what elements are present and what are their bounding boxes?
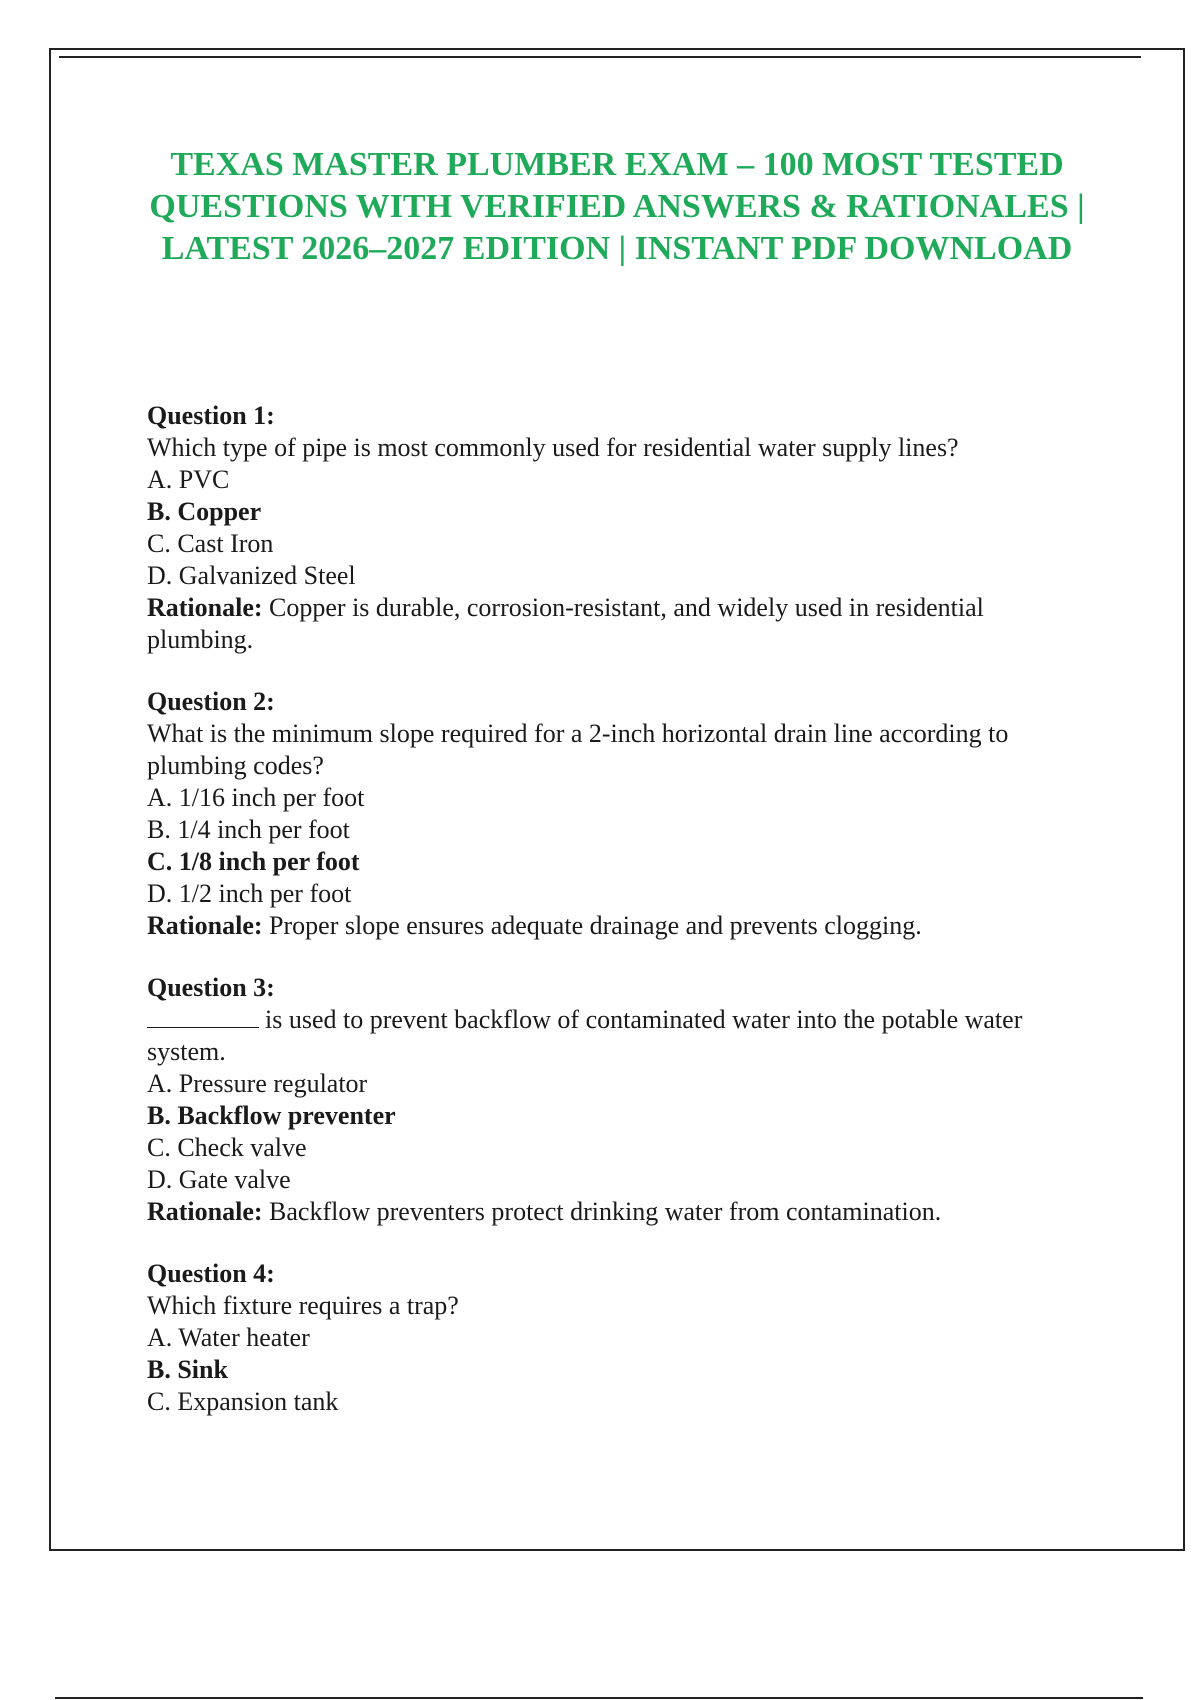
rationale-label: Rationale: bbox=[147, 1197, 263, 1226]
question-heading: Question 4: bbox=[147, 1259, 275, 1288]
question-1 bbox=[147, 400, 1093, 656]
option-b-correct: B. Sink bbox=[147, 1355, 228, 1384]
question-2 bbox=[147, 686, 1093, 942]
rationale bbox=[147, 1196, 1093, 1228]
question-text: What is the minimum slope required for a 2-inch horizontal drain line according to plumbing codes? bbox=[147, 719, 1009, 780]
top-rule bbox=[59, 56, 1141, 58]
option-a: A. 1/16 inch per foot bbox=[147, 783, 365, 812]
question-text: Which fixture requires a trap? bbox=[147, 1291, 459, 1320]
rationale-text: Backflow preventers protect drinking water from contamination. bbox=[269, 1197, 942, 1226]
question-text: Which type of pipe is most commonly used for residential water supply lines? bbox=[147, 433, 959, 462]
rationale-text: Copper is durable, corrosion-resistant, and widely used in residential plumbing. bbox=[147, 593, 984, 654]
option-d: D. 1/2 inch per foot bbox=[147, 879, 352, 908]
option-c: C. Check valve bbox=[147, 1133, 307, 1162]
rationale bbox=[147, 592, 1093, 656]
rationale-label: Rationale: bbox=[147, 911, 263, 940]
question-heading: Question 1: bbox=[147, 401, 275, 430]
option-b: B. 1/4 inch per foot bbox=[147, 815, 350, 844]
rationale bbox=[147, 910, 1093, 942]
rationale-label: Rationale: bbox=[147, 593, 263, 622]
option-c: C. Expansion tank bbox=[147, 1387, 339, 1416]
option-a: A. PVC bbox=[147, 465, 230, 494]
question-3 bbox=[147, 972, 1093, 1228]
option-d: D. Gate valve bbox=[147, 1165, 291, 1194]
rationale-text: Proper slope ensures adequate drainage and prevents clogging. bbox=[269, 911, 922, 940]
question-heading: Question 3: bbox=[147, 973, 275, 1002]
option-a: A. Water heater bbox=[147, 1323, 310, 1352]
questions-list bbox=[147, 400, 1093, 1448]
fill-in-blank bbox=[147, 1005, 259, 1028]
question-4 bbox=[147, 1258, 1093, 1418]
option-b-correct: B. Backflow preventer bbox=[147, 1101, 396, 1130]
question-heading: Question 2: bbox=[147, 687, 275, 716]
option-c-correct: C. 1/8 inch per foot bbox=[147, 847, 360, 876]
question-text-with-blank bbox=[147, 1004, 1093, 1068]
option-a: A. Pressure regulator bbox=[147, 1069, 368, 1098]
option-b-correct: B. Copper bbox=[147, 497, 262, 526]
document-title: TEXAS MASTER PLUMBER EXAM – 100 MOST TESTED QUESTIONS WITH VERIFIED ANSWERS & RATIONALES | LATEST 2026–2027 EDITION | INSTANT PDF DOWNLOAD bbox=[149, 146, 1085, 267]
option-d: D. Galvanized Steel bbox=[147, 561, 356, 590]
page-frame bbox=[49, 48, 1185, 1551]
question-text: is used to prevent backflow of contaminated water into the potable water system. bbox=[147, 1005, 1023, 1066]
next-page-top-rule bbox=[55, 1697, 1143, 1699]
option-c: C. Cast Iron bbox=[147, 529, 274, 558]
